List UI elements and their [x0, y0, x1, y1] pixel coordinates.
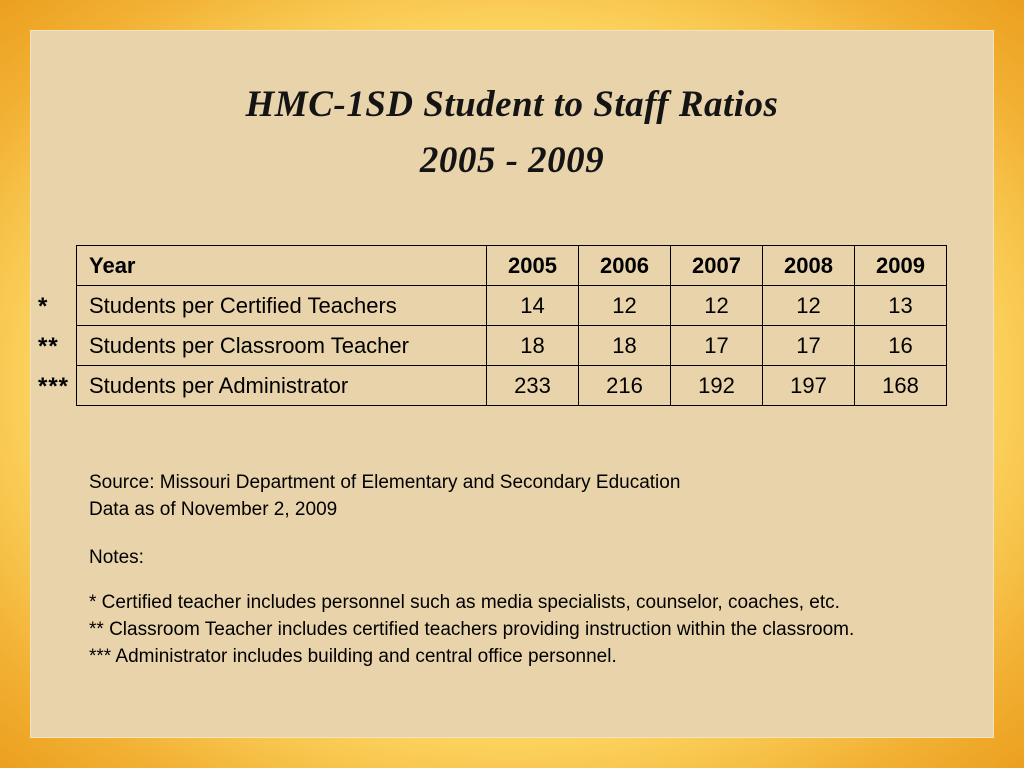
notes-list [89, 589, 854, 670]
ratios-table [76, 245, 947, 406]
cell-value: 168 [855, 366, 947, 406]
slide-canvas [30, 30, 994, 738]
header-2008: 2008 [763, 246, 855, 286]
table-header-row [77, 246, 947, 286]
header-2009: 2009 [855, 246, 947, 286]
cell-value: 197 [763, 366, 855, 406]
row-label: Students per Certified Teachers [77, 286, 487, 326]
note-item-administrator: *** Administrator includes building and central office personnel. [89, 646, 617, 667]
cell-value: 17 [671, 326, 763, 366]
header-year: Year [77, 246, 487, 286]
notes-heading: Notes: [89, 547, 144, 568]
cell-value: 192 [671, 366, 763, 406]
source-line-1: Source: Missouri Department of Elementary and Secondary Education [89, 472, 681, 493]
header-2006: 2006 [579, 246, 671, 286]
row-label: Students per Classroom Teacher [77, 326, 487, 366]
cell-value: 12 [763, 286, 855, 326]
cell-value: 13 [855, 286, 947, 326]
cell-value: 233 [487, 366, 579, 406]
note-item-classroom: ** Classroom Teacher includes certified teachers providing instruction within the classroom. [89, 619, 855, 640]
cell-value: 12 [579, 286, 671, 326]
cell-value: 12 [671, 286, 763, 326]
row-marker-3: *** [38, 373, 70, 400]
cell-value: 17 [763, 326, 855, 366]
row-marker-2: ** [38, 333, 59, 360]
cell-value: 16 [855, 326, 947, 366]
header-2007: 2007 [671, 246, 763, 286]
cell-value: 216 [579, 366, 671, 406]
slide-title: HMC-1SD Student to Staff Ratios [245, 84, 779, 125]
row-marker-1: * [38, 293, 49, 320]
cell-value: 14 [487, 286, 579, 326]
table-row-markers [38, 285, 74, 405]
header-2005: 2005 [487, 246, 579, 286]
source-block [89, 469, 680, 523]
slide-subtitle: 2005 - 2009 [419, 140, 605, 181]
table-row-certified-teachers [77, 286, 947, 326]
note-item-certified: * Certified teacher includes personnel such as media specialists, counselor, coaches, etc. [89, 592, 840, 613]
table-row-classroom-teacher [77, 326, 947, 366]
row-label: Students per Administrator [77, 366, 487, 406]
source-line-2: Data as of November 2, 2009 [89, 499, 338, 520]
table-row-administrator [77, 366, 947, 406]
cell-value: 18 [579, 326, 671, 366]
cell-value: 18 [487, 326, 579, 366]
